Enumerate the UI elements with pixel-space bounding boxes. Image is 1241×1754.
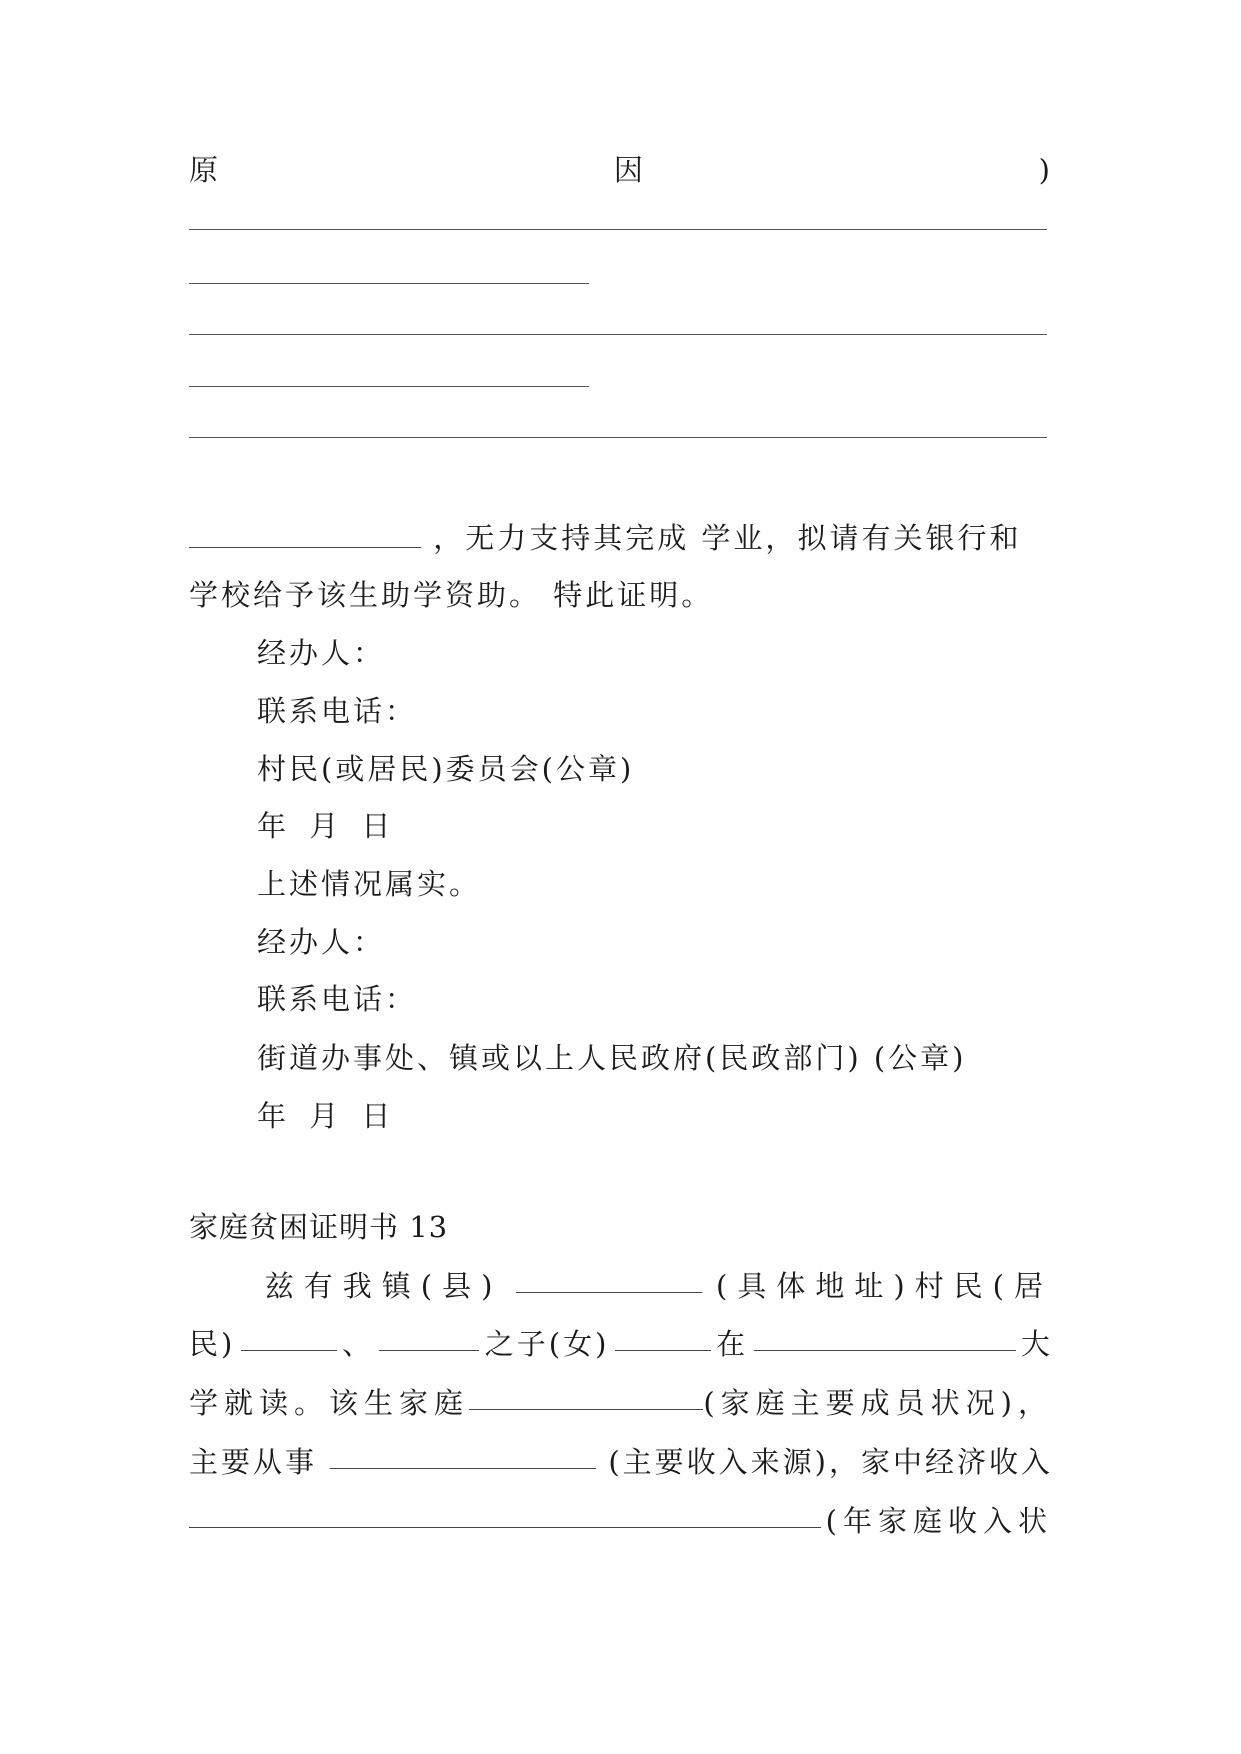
section13-line-3 (189, 1383, 1053, 1423)
l2-text-d: 在 (716, 1327, 749, 1361)
sig1-date: 年 月 日 (257, 809, 394, 843)
l2-text-e: 大 (1020, 1327, 1053, 1361)
blank-field (615, 1324, 711, 1351)
verify-office: 街道办事处、镇或以上人民政府(民政部门) (公章) (257, 1041, 967, 1075)
sig1-phone: 联系电话： (257, 694, 418, 728)
l4-text-a: 主要从事 (189, 1445, 318, 1479)
blank-rule-2 (189, 283, 589, 284)
verify-confirm: 上述情况属实。 (257, 867, 482, 901)
reason-line (189, 150, 1053, 190)
l2-text-a: 民) (189, 1327, 236, 1361)
continuation-line-2 (189, 575, 1053, 615)
section13-line-4 (189, 1442, 1053, 1482)
section13-line-5 (189, 1501, 1053, 1541)
section13-line-1 (189, 1266, 1053, 1306)
reason-label-1: 原 (189, 153, 222, 187)
continuation-text-a: ，无力支持其完成 学业，拟请有关银行和 (433, 521, 1022, 555)
blank-field (330, 1442, 596, 1469)
blank-rule-5 (189, 437, 1047, 438)
reason-label-2: 因 (613, 153, 646, 187)
blank-rule-1 (189, 229, 1047, 230)
blank-field (379, 1324, 479, 1351)
l2-text-b: 、 (342, 1327, 375, 1361)
verify-date: 年 月 日 (257, 1099, 394, 1133)
section13-line-2 (189, 1324, 1053, 1364)
blank-field (754, 1324, 1016, 1351)
section-title: 家庭贫困证明书 13 (189, 1210, 449, 1244)
indent-space (189, 1266, 251, 1306)
sig1-committee: 村民(或居民)委员会(公章) (257, 752, 635, 786)
continuation-line-1 (189, 518, 1053, 558)
l1-text-a: 兹有我镇(县) (264, 1269, 503, 1303)
verify-handler: 经办人： (257, 925, 386, 959)
blank-field (189, 1501, 821, 1528)
blank-field (189, 521, 421, 548)
blank-field (469, 1383, 703, 1410)
l3-text-a: 学就读。该生家庭 (189, 1386, 470, 1420)
l3-text-b: (家庭主要成员状况)， (703, 1386, 1053, 1420)
blank-rule-4 (189, 386, 589, 387)
l1-text-b: (具体地址)村民(居 (716, 1269, 1053, 1303)
continuation-text-b: 学校给予该生助学资助。 特此证明。 (189, 578, 714, 612)
blank-field (516, 1266, 702, 1293)
blank-rule-3 (189, 334, 1047, 335)
l4-text-b: (主要收入来源)，家中经济收入 (608, 1445, 1053, 1479)
reason-paren: ) (1038, 153, 1053, 187)
sig1-handler: 经办人： (257, 636, 386, 670)
l5-text-a: (年家庭收入状 (825, 1504, 1053, 1538)
l2-text-c: 之子(女) (484, 1327, 610, 1361)
blank-field (241, 1324, 337, 1351)
verify-phone: 联系电话： (257, 982, 418, 1016)
